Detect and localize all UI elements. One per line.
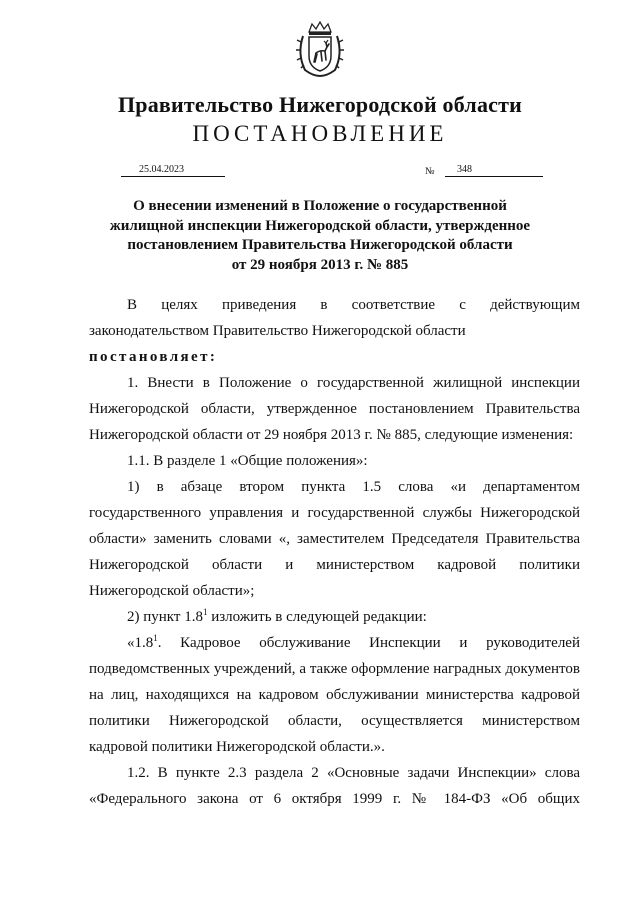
paragraph-1-1-item-1: 1) в абзаце втором пункта 1.5 слова «и департаментом государственного управления и государственной службы Нижегородской области» заменить словами «, заместителем Председателя Правительства Нижегородской области и министерством кадровой политики Нижегородской области»; [89, 479, 580, 599]
quoted-clause-superscript: 1 [153, 633, 158, 643]
number-sign: № [425, 166, 435, 177]
coat-of-arms-icon [295, 20, 345, 78]
decree-word-text: постановляет: [89, 349, 218, 365]
paragraph-1-1: 1.1. В разделе 1 «Общие положения»: [127, 453, 368, 469]
document-type: ПОСТАНОВЛЕНИЕ [192, 121, 448, 146]
subject-line: постановлением Правительства Нижегородской области [127, 237, 513, 253]
paragraph-1-1-item-2 [89, 604, 580, 630]
decree-word [89, 344, 580, 370]
paragraph-1: 1. Внести в Положение о государственной жилищной инспекции Нижегородской области, утвержденное постановлением Правительства Нижегородской области от 29 ноября 2013 г. № 885, следующие изменения: [89, 375, 580, 443]
item-2-superscript: 1 [202, 607, 208, 617]
government-title: Правительство Нижегородской области [117, 92, 522, 117]
item-2-text-start: 2) пункт 1.8 [127, 609, 203, 625]
quoted-clause [89, 630, 580, 760]
document-date: 25.04.2023 [121, 163, 225, 177]
document-subject [80, 197, 560, 275]
paragraph-1-2: 1.2. В пункте 2.3 раздела 2 «Основные задачи Инспекции» слова «Федерального закона от 6 октября 1999 г. № 184-ФЗ «Об общих [89, 765, 580, 807]
quoted-clause-start: «1.8 [127, 635, 154, 651]
quoted-clause-text: . Кадровое обслуживание Инспекции и руководителей подведомственных учреждений, а также оформление наградных документов на лиц, находящихся на кадровом обслуживании министерства кадровой политики Нижегородской области, осуществляется министерством кадровой политики Нижегородской области.». [89, 635, 580, 755]
subject-line: О внесении изменений в Положение о государственной [133, 198, 507, 214]
document-number: 348 [445, 163, 543, 177]
intro-paragraph: В целях приведения в соответствие с действующим законодательством Правительство Нижегородской области [89, 297, 580, 339]
subject-line: жилищной инспекции Нижегородской области, утвержденное [109, 217, 531, 234]
subject-line: от 29 ноября 2013 г. № 885 [231, 256, 409, 273]
item-2-text-end: изложить в следующей редакции: [207, 609, 427, 625]
document-body [89, 292, 580, 812]
